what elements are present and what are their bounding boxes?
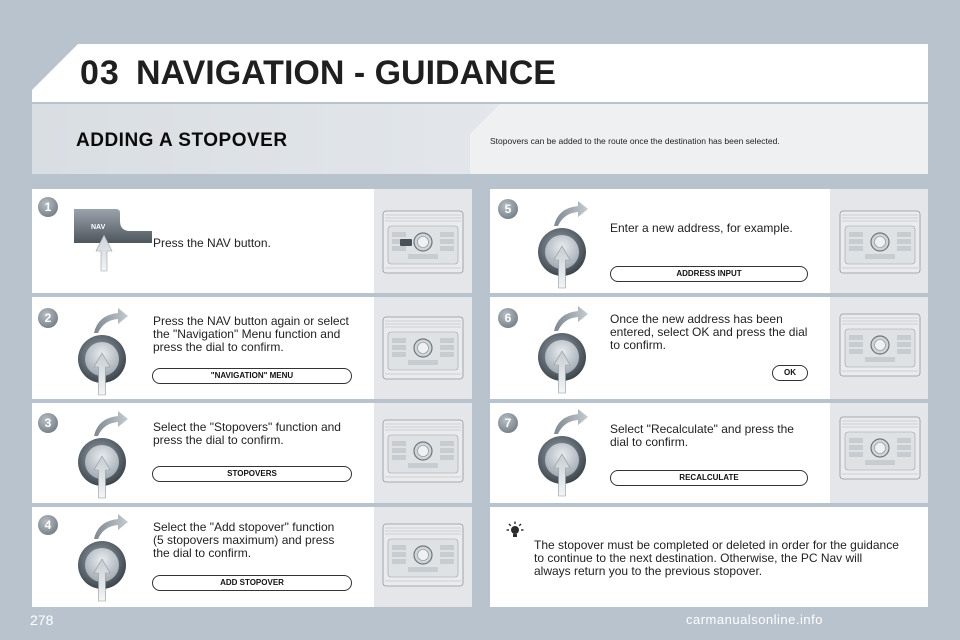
dial-rotate-press-icon-5 — [532, 200, 594, 292]
radio-unit-icon-7 — [839, 416, 921, 480]
dial-rotate-press-icon-4 — [72, 513, 134, 605]
radio-unit-icon-3 — [382, 419, 464, 483]
watermark: carmanualsonline.info — [686, 612, 823, 627]
tip-text: The stopover must be completed or deleted in order for the guidance to continue to the next destination. Otherwise, the PC Nav will always return you to the previous stopover. — [534, 538, 899, 578]
menu-label-navigation: "NAVIGATION" MENU — [152, 368, 352, 384]
section-title: ADDING A STOPOVER — [76, 130, 288, 151]
page-number: 278 — [30, 612, 54, 628]
step-number-7: 7 — [498, 413, 518, 433]
step-text-3: Select the "Stopovers" function and press the dial to confirm. — [153, 420, 341, 447]
step-number-5: 5 — [498, 199, 518, 219]
step-text-5: Enter a new address, for example. — [610, 221, 793, 235]
step-text-7: Select "Recalculate" and press the dial to confirm. — [610, 422, 794, 449]
menu-label-stopovers: STOPOVERS — [152, 466, 352, 482]
dial-rotate-press-icon-2 — [72, 307, 134, 399]
radio-unit-icon-2 — [382, 316, 464, 380]
menu-label-ok: OK — [772, 365, 808, 381]
step-number-1: 1 — [38, 197, 58, 217]
chapter-number: 03 — [80, 54, 120, 92]
menu-label-address-input: ADDRESS INPUT — [610, 266, 808, 282]
menu-label-recalculate: RECALCULATE — [610, 470, 808, 486]
dial-rotate-press-icon-6 — [532, 305, 594, 397]
step-text-6: Once the new address has been entered, select OK and press the dial to confirm. — [610, 312, 808, 352]
nav-button-label: NAV — [91, 224, 106, 231]
radio-unit-icon-1 — [382, 210, 464, 274]
step-number-4: 4 — [38, 515, 58, 535]
step-number-6: 6 — [498, 308, 518, 328]
step-number-2: 2 — [38, 308, 58, 328]
step-text-2: Press the NAV button again or select the "Navigation" Menu function and press the dial to confirm. — [153, 314, 349, 354]
lightbulb-icon — [505, 521, 525, 541]
radio-unit-icon-5 — [839, 210, 921, 274]
nav-button-icon — [74, 207, 152, 273]
menu-label-add-stopover: ADD STOPOVER — [152, 575, 352, 591]
page-title: NAVIGATION - GUIDANCE — [136, 54, 556, 92]
step-text-4: Select the "Add stopover" function (5 stopovers maximum) and press the dial to confirm. — [153, 520, 335, 560]
dial-rotate-press-icon-7 — [532, 408, 594, 500]
intro-text: Stopovers can be added to the route once the destination has been selected. — [490, 136, 780, 146]
dial-rotate-press-icon-3 — [72, 410, 134, 502]
step-text-1: Press the NAV button. — [153, 236, 271, 250]
radio-unit-icon-6 — [839, 313, 921, 377]
step-number-3: 3 — [38, 413, 58, 433]
radio-unit-icon-4 — [382, 523, 464, 587]
